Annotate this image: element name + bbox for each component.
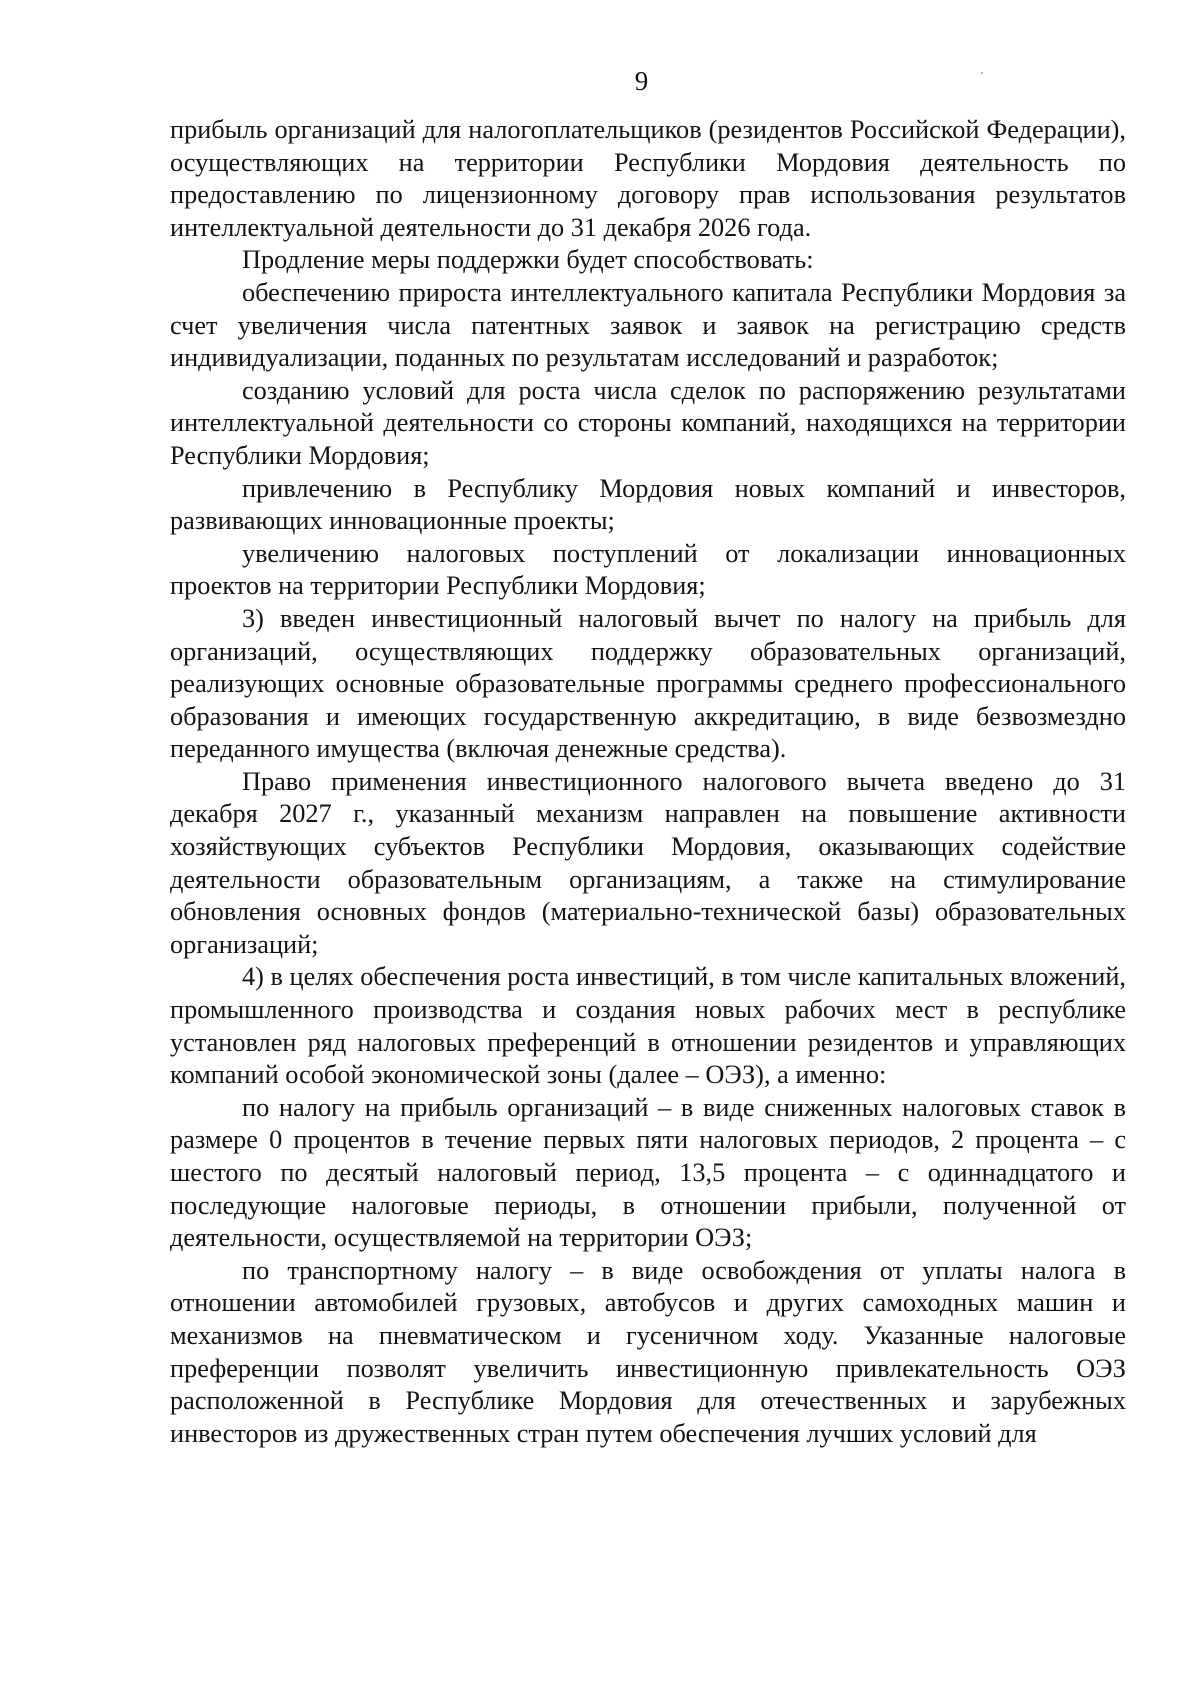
- paragraph-item-3: 3) введен инвестиционный налоговый вычет по налогу на прибыль для организаций, осуществляющих поддержку образовательных организаций, реализующих основные образовательные программы среднего профессионального образования и имеющих государственную аккредитацию, в виде безвозмездно переданного имущества (включая денежные средства).: [170, 603, 1126, 764]
- document-body: [170, 114, 1126, 1450]
- paragraph-item-4: 4) в целях обеспечения роста инвестиций, в том числе капитальных вложений, промышленного производства и создания новых рабочих мест в республике установлен ряд налоговых преференций в отношении резидентов и управляющих компаний особой экономической зоны (далее – ОЭЗ), а именно:: [170, 962, 1126, 1090]
- page-number: 9: [634, 66, 649, 96]
- paragraph-deduction-term: Право применения инвестиционного налогового вычета введено до 31 декабря 2027 г., указанный механизм направлен на повышение активности хозяйствующих субъектов Республики Мордовия, оказывающих содействие деятельности образовательным организациям, а также на стимулирование обновления основных фондов (материально-технической базы) образовательных организаций;: [170, 766, 1126, 959]
- paragraph-support-intro: Продление меры поддержки будет способствовать:: [242, 245, 814, 275]
- paragraph-attract-investors: привлечению в Республику Мордовия новых компаний и инвесторов, развивающих инновационные проекты;: [170, 473, 1126, 536]
- paragraph-transport-tax: по транспортному налогу – в виде освобождения от уплаты налога в отношении автомобилей грузовых, автобусов и других самоходных машин и механизмов на пневматическом и гусеничном ходу. Указанные налоговые преференции позволят увеличить инвестиционную привлекательность ОЭЗ расположенной в Республике Мордовия для отечественных и зарубежных инвесторов из дружественных стран путем обеспечения лучших условий для: [170, 1255, 1126, 1448]
- paragraph-tax-revenue: увеличению налоговых поступлений от локализации инновационных проектов на территории Республики Мордовия;: [170, 538, 1126, 601]
- paragraph-deals-growth: созданию условий для роста числа сделок по распоряжению результатами интеллектуальной деятельности со стороны компаний, находящихся на территории Республики Мордовия;: [170, 375, 1126, 470]
- paragraph-profit-tax: по налогу на прибыль организаций – в виде сниженных налоговых ставок в размере 0 процентов в течение первых пяти налоговых периодов, 2 процента – с шестого по десятый налоговый период, 13,5 процента – с одиннадцатого и последующие налоговые периоды, в отношении прибыли, полученной от деятельности, осуществляемой на территории ОЭЗ;: [170, 1092, 1126, 1253]
- paragraph-capital-growth: обеспечению прироста интеллектуального капитала Республики Мордовия за счет увеличения числа патентных заявок и заявок на регистрацию средств индивидуализации, поданных по результатам исследований и разработок;: [170, 277, 1126, 373]
- paragraph-continuation: прибыль организаций для налогоплательщиков (резидентов Российской Федерации), осуществляющих на территории Республики Мордовия деятельность по предоставлению по лицензионному договору прав использования результатов интеллектуальной деятельности до 31 декабря 2026 года.: [170, 115, 1126, 242]
